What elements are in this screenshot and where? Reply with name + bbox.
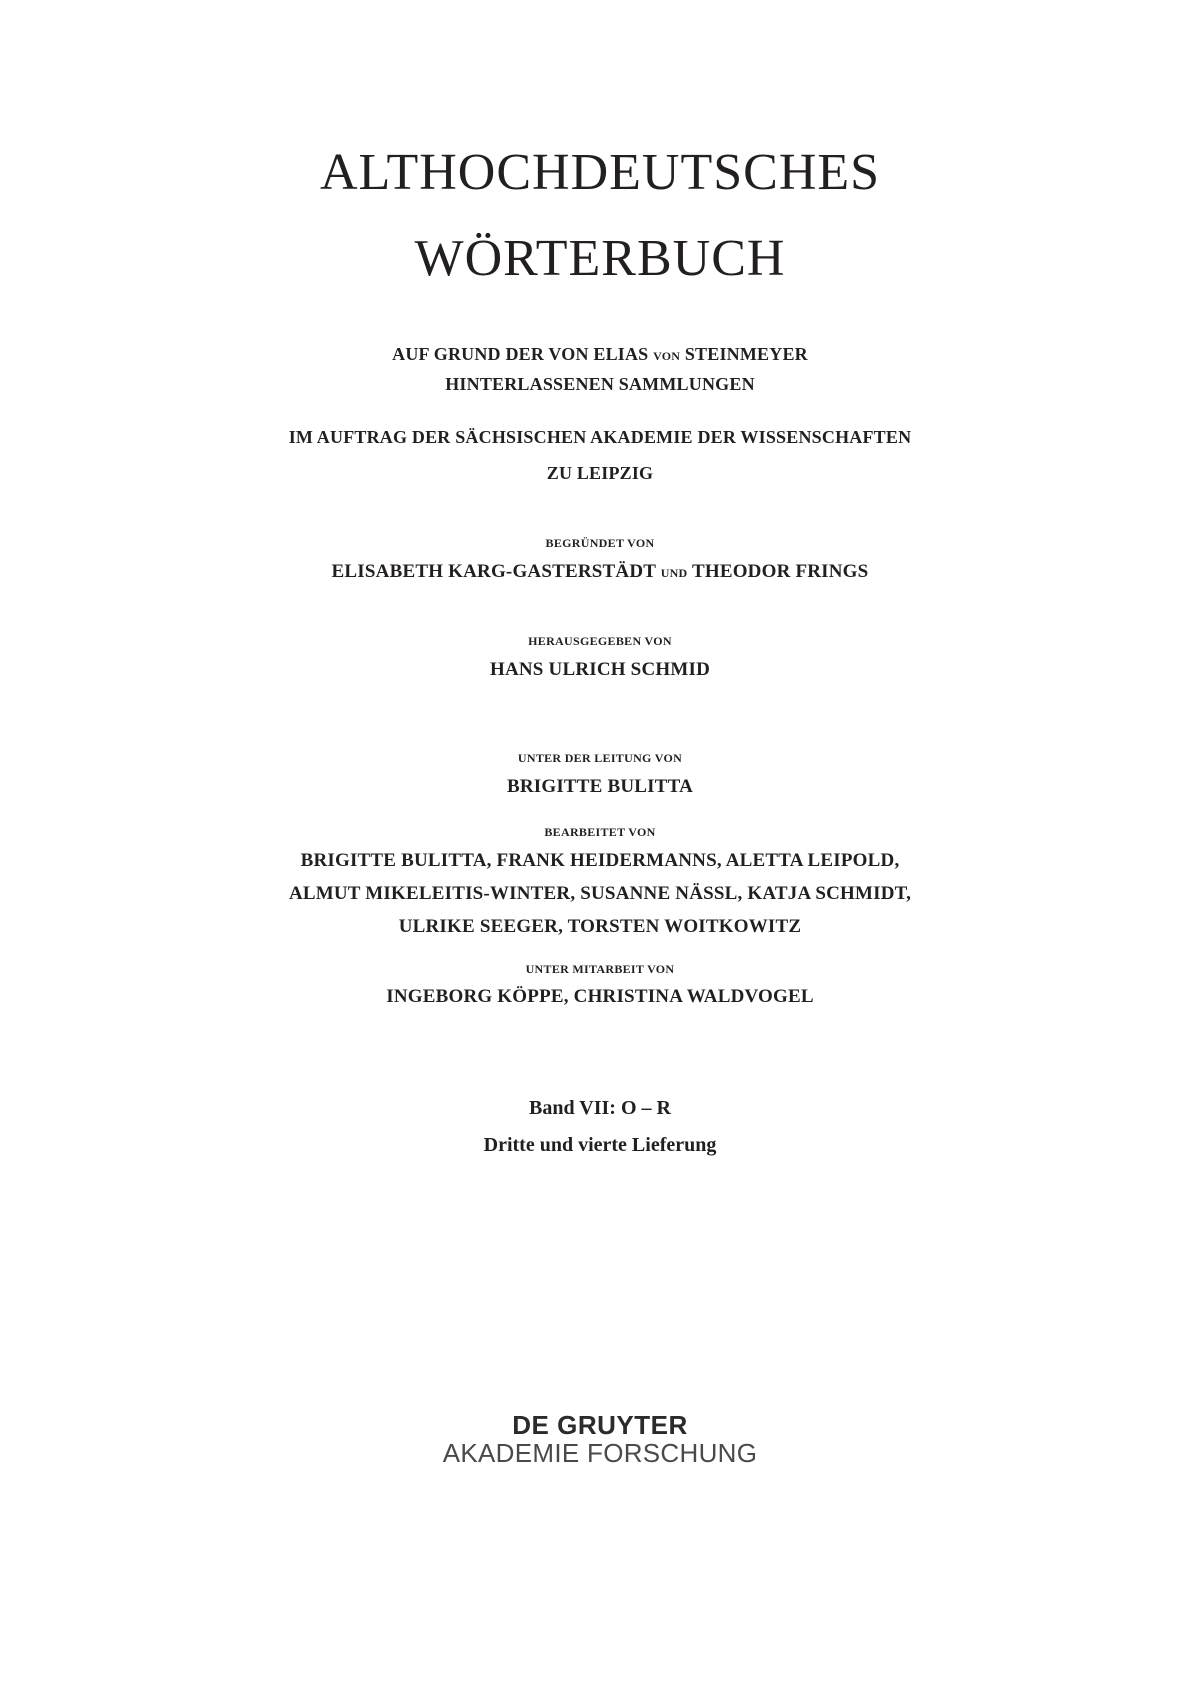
founded-label: BEGRÜNDET VON (545, 536, 655, 550)
auftrag-line-2: ZU LEIPZIG (546, 463, 654, 483)
edited-by-line-2: ALMUT MIKELEITIS-WINTER, SUSANNE NÄSSL, KATJA SCHMIDT, (288, 883, 912, 904)
founded-names (0, 562, 1200, 581)
edited-by-line-3: ULRIKE SEEGER, TORSTEN WOITKOWITZ (398, 916, 802, 937)
basis-text-2: STEINMEYER (680, 344, 808, 364)
edited-by-label: BEARBEITET VON (544, 825, 656, 839)
founded-name-2: THEODOR FRINGS (687, 561, 869, 582)
auftrag-line-1: IM AUFTRAG DER SÄCHSISCHEN AKADEMIE DER WISSENSCHAFTEN (288, 427, 912, 447)
direction-label: UNTER DER LEITUNG VON (517, 751, 683, 765)
publisher-name: DE GRUYTER (512, 1410, 688, 1440)
edited-by-line-1: BRIGITTE BULITTA, FRANK HEIDERMANNS, ALETTA LEIPOLD, (300, 850, 900, 871)
main-title-line-1: ALTHOCHDEUTSCHES (319, 144, 881, 201)
basis-line-1 (0, 345, 1200, 363)
publisher-series: AKADEMIE FORSCHUNG (442, 1438, 758, 1468)
founded-name-1: ELISABETH KARG-GASTERSTÄDT (331, 561, 661, 582)
editor-label: HERAUSGEGEBEN VON (528, 634, 672, 648)
volume-lieferung: Dritte und vierte Lieferung (483, 1134, 717, 1156)
editor-name: HANS ULRICH SCHMID (489, 659, 710, 680)
basis-line-2: HINTERLASSENEN SAMMLUNGEN (445, 374, 755, 394)
collaboration-label: UNTER MITARBEIT VON (525, 962, 675, 976)
founded-und: UND (660, 566, 688, 580)
main-title-line-2: WÖRTERBUCH (414, 230, 786, 287)
basis-text-1: AUF GRUND DER VON ELIAS (392, 344, 654, 364)
direction-name: BRIGITTE BULITTA (506, 776, 694, 797)
collaboration-names: INGEBORG KÖPPE, CHRISTINA WALDVOGEL (386, 986, 814, 1007)
volume-band: Band VII: O – R (529, 1097, 671, 1119)
basis-von: VON (653, 349, 681, 363)
